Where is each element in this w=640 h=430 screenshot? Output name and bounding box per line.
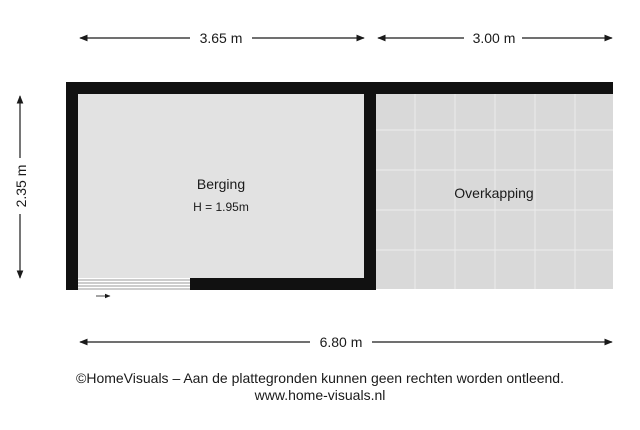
wall-divider (364, 94, 376, 290)
copyright-text: ©HomeVisuals – Aan de plattegronden kunnen geen rechten worden ontleend. (76, 370, 564, 386)
dimension-top-left (80, 30, 364, 46)
dimension-top-right (378, 30, 612, 46)
room-label-overkapping: Overkapping (454, 185, 534, 201)
footer (0, 370, 640, 404)
dimension-label-top-left: 3.65 m (199, 30, 243, 46)
dimension-bottom (80, 334, 612, 350)
room-height-berging: H = 1.95m (193, 200, 249, 214)
wall-top (66, 82, 613, 94)
dimension-label-left: 2.35 m (13, 164, 29, 208)
wall-left (66, 82, 78, 290)
dimension-label-top-right: 3.00 m (472, 30, 516, 46)
room-label-berging: Berging (196, 176, 246, 192)
dimension-label-bottom: 6.80 m (319, 334, 363, 350)
wall-corner (605, 82, 613, 90)
door-opening (78, 278, 190, 296)
dimension-left (13, 96, 29, 278)
wall-bottom (190, 278, 376, 290)
website-url: www.home-visuals.nl (254, 387, 386, 403)
